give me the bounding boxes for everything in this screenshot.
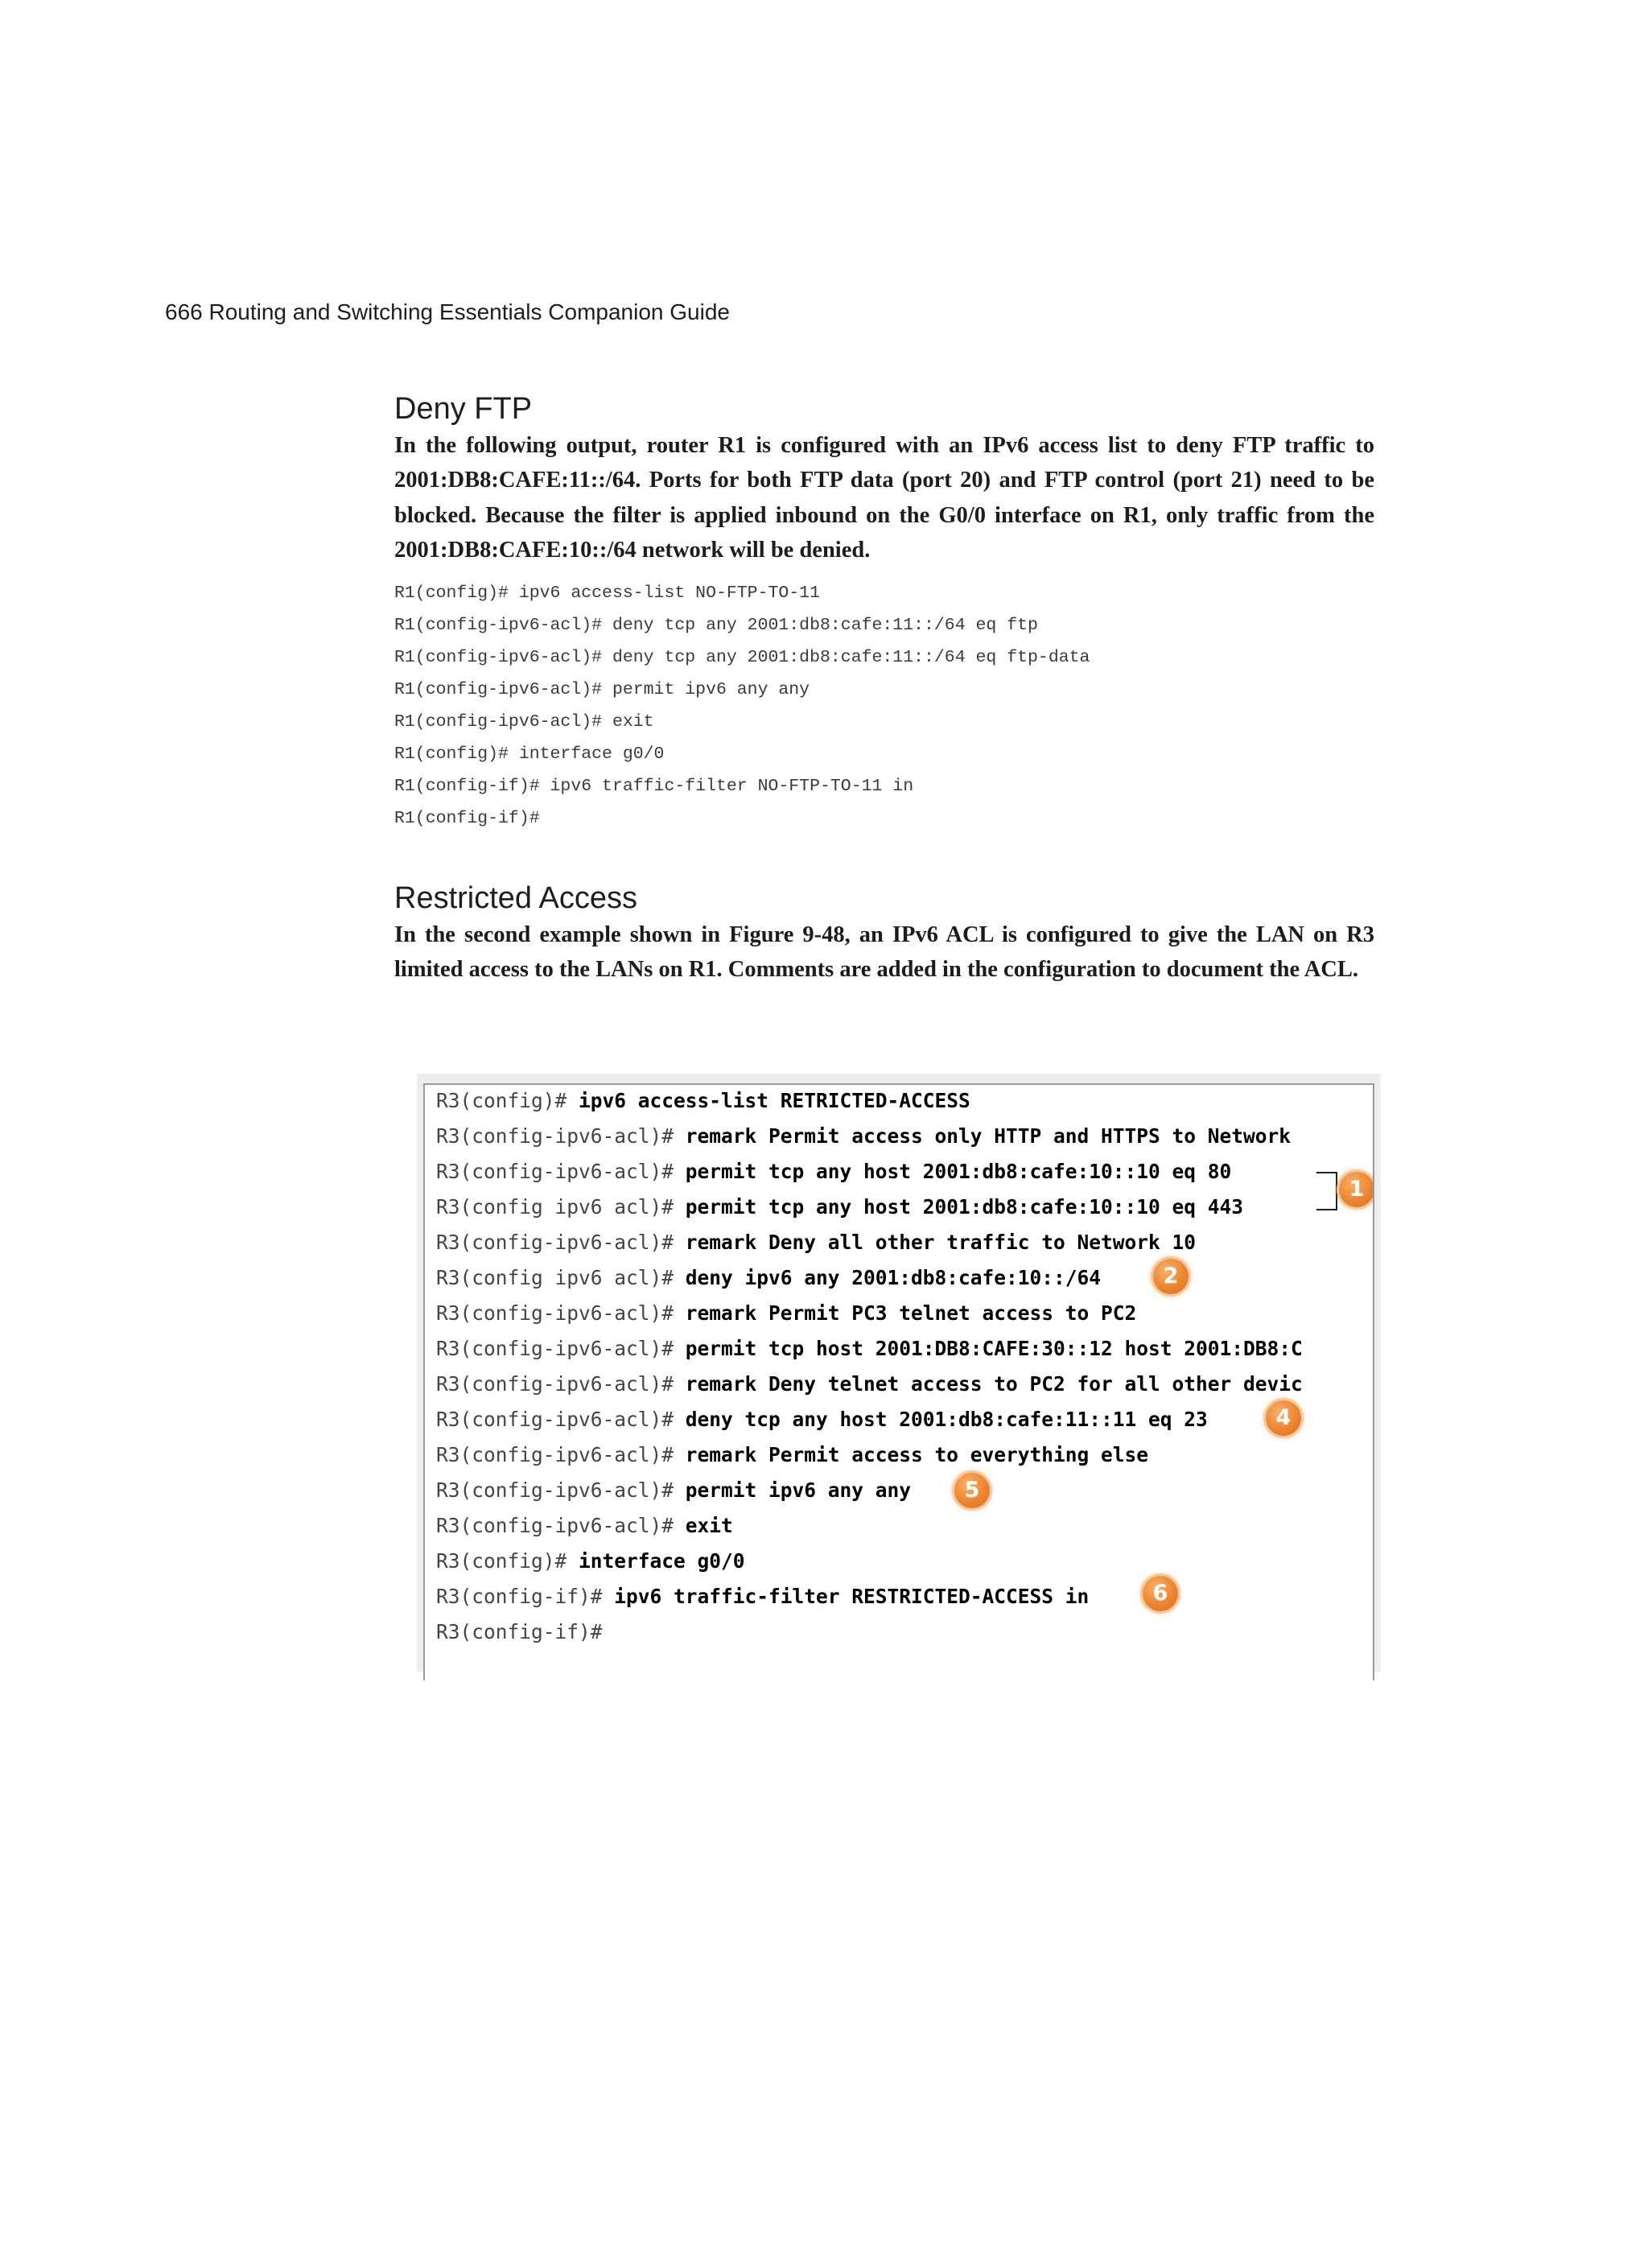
terminal-prompt: R3(config-ipv6-acl)# bbox=[436, 1408, 686, 1431]
code-line: R1(config-if)# ipv6 traffic-filter NO-FTP-TO-11 in bbox=[394, 777, 914, 797]
callout-bracket bbox=[1316, 1172, 1337, 1210]
callout-badge: 4 bbox=[1266, 1400, 1301, 1436]
terminal-prompt: R3(config)# bbox=[436, 1089, 579, 1112]
terminal-prompt: R3(config-ipv6-acl)# bbox=[436, 1301, 686, 1325]
code-line: R1(config)# ipv6 access-list NO-FTP-TO-11 bbox=[394, 583, 820, 604]
terminal-prompt: R3(config ipv6 acl)# bbox=[436, 1195, 686, 1219]
terminal-command: remark Permit PC3 telnet access to PC2 bbox=[685, 1301, 1137, 1325]
figure-terminal-screenshot bbox=[417, 1074, 1381, 1672]
terminal-command: deny ipv6 any 2001:db8:cafe:10::/64 bbox=[685, 1266, 1102, 1289]
terminal-prompt: R3(config)# bbox=[436, 1549, 579, 1573]
terminal-line bbox=[436, 1085, 970, 1117]
callout-badge: 2 bbox=[1153, 1259, 1189, 1294]
terminal-prompt: R3(config-ipv6-acl)# bbox=[436, 1231, 686, 1254]
callout-badge: 1 bbox=[1339, 1172, 1374, 1207]
section-heading: Restricted Access bbox=[394, 881, 637, 915]
terminal-line bbox=[436, 1581, 1089, 1613]
terminal-prompt: R3(config-ipv6-acl)# bbox=[436, 1478, 686, 1502]
terminal-line bbox=[436, 1474, 911, 1507]
terminal-line bbox=[436, 1227, 1196, 1259]
terminal-command: permit tcp any host 2001:db8:cafe:10::10 eq 443 bbox=[685, 1195, 1244, 1219]
terminal-command: ipv6 traffic-filter RESTRICTED-ACCESS in bbox=[614, 1585, 1090, 1608]
terminal-line bbox=[436, 1545, 745, 1577]
terminal-window bbox=[423, 1083, 1374, 1680]
section-paragraph: In the following output, router R1 is configured with an IPv6 access list to deny FTP traffic to 2001:DB8:CAFE:11::/64. Ports for both FTP data (port 20) and FTP control (port 21) need to be blocked. Because the filter is applied inbound on the G0/0 interface on R1, only traffic from the 2001:DB8:CAFE:10::/64 network will be denied. bbox=[394, 433, 1374, 563]
terminal-line bbox=[436, 1368, 1303, 1400]
terminal-line bbox=[436, 1439, 1148, 1471]
terminal-line bbox=[436, 1120, 1291, 1153]
terminal-line bbox=[436, 1616, 603, 1648]
section-paragraph: In the second example shown in Figure 9-48, an IPv6 ACL is configured to give the LAN on R3 limited access to the LANs on R1. Comments are added in the configuration to document the ACL. bbox=[394, 922, 1374, 983]
terminal-command: exit bbox=[685, 1514, 733, 1537]
terminal-line bbox=[436, 1510, 733, 1542]
terminal-line bbox=[436, 1156, 1231, 1188]
terminal-command: remark Deny all other traffic to Network 10 bbox=[685, 1231, 1197, 1254]
code-listing bbox=[394, 577, 1374, 835]
terminal-prompt: R3(config-ipv6-acl)# bbox=[436, 1372, 686, 1396]
terminal-prompt: R3(config-ipv6-acl)# bbox=[436, 1337, 686, 1360]
terminal-command: permit tcp any host 2001:db8:cafe:10::10 eq 80 bbox=[685, 1160, 1232, 1183]
code-line: R1(config-ipv6-acl)# deny tcp any 2001:db8:cafe:11::/64 eq ftp bbox=[394, 616, 1038, 636]
terminal-prompt: R3(config-ipv6-acl)# bbox=[436, 1124, 686, 1148]
terminal-prompt: R3(config-ipv6-acl)# bbox=[436, 1160, 686, 1183]
terminal-command: ipv6 access-list RETRICTED-ACCESS bbox=[579, 1089, 970, 1112]
terminal-line bbox=[436, 1262, 1101, 1294]
running-head: 666 Routing and Switching Essentials Companion Guide bbox=[165, 299, 730, 324]
terminal-prompt: R3(config-ipv6-acl)# bbox=[436, 1514, 686, 1537]
code-line: R1(config-ipv6-acl)# permit ipv6 any any bbox=[394, 680, 810, 700]
terminal-line bbox=[436, 1297, 1136, 1330]
terminal-line bbox=[436, 1333, 1303, 1365]
code-line: R1(config)# interface g0/0 bbox=[394, 744, 665, 765]
terminal-command: deny tcp any host 2001:db8:cafe:11::11 eq 23 bbox=[685, 1408, 1208, 1431]
terminal-line bbox=[436, 1404, 1208, 1436]
terminal-command: remark Permit access only HTTP and HTTPS to Network bbox=[685, 1124, 1292, 1148]
code-line: R1(config-ipv6-acl)# exit bbox=[394, 712, 654, 732]
terminal-command: interface g0/0 bbox=[579, 1549, 745, 1573]
terminal-command: permit tcp host 2001:DB8:CAFE:30::12 host 2001:DB8:C bbox=[685, 1337, 1303, 1360]
section-heading: Deny FTP bbox=[394, 392, 533, 426]
terminal-command: remark Permit access to everything else bbox=[685, 1443, 1149, 1466]
callout-badge: 5 bbox=[954, 1473, 990, 1508]
terminal-prompt: R3(config-if)# bbox=[436, 1620, 603, 1643]
terminal-command: permit ipv6 any any bbox=[685, 1478, 912, 1502]
terminal-prompt: R3(config ipv6 acl)# bbox=[436, 1266, 686, 1289]
terminal-prompt: R3(config-ipv6-acl)# bbox=[436, 1443, 686, 1466]
code-line: R1(config-if)# bbox=[394, 809, 540, 829]
section-deny-ftp bbox=[394, 390, 1374, 835]
terminal-line bbox=[436, 1191, 1243, 1223]
callout-badge: 6 bbox=[1143, 1576, 1178, 1611]
code-line: R1(config-ipv6-acl)# deny tcp any 2001:db8:cafe:11::/64 eq ftp-data bbox=[394, 648, 1090, 668]
terminal-command: remark Deny telnet access to PC2 for all other devic bbox=[685, 1372, 1303, 1396]
terminal-prompt: R3(config-if)# bbox=[436, 1585, 615, 1608]
section-restricted-access bbox=[394, 879, 1374, 988]
